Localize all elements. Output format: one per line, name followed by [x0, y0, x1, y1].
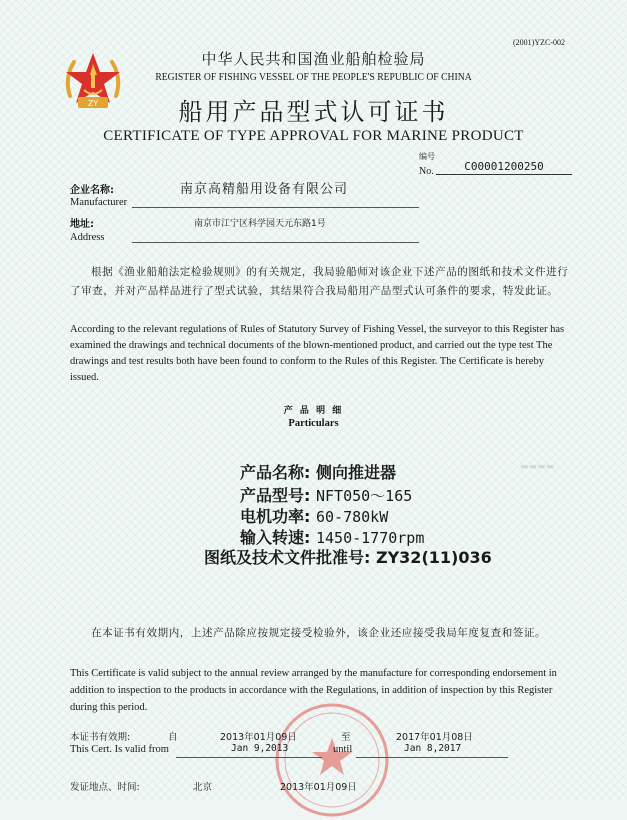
org-name-en: REGISTER OF FISHING VESSEL OF THE PEOPLE'S REPUBLIC OF CHINA: [155, 72, 472, 83]
motor-power-row: [240, 504, 388, 527]
validity-from-underline: [176, 757, 322, 758]
address-label-cn: 地址:: [70, 219, 94, 230]
validity-note-cn: 在本证书有效期内，上述产品除应按规定接受检验外，该企业还应接受我局年度复查和签证。: [91, 627, 547, 639]
validity-from-date-en: Jan 9,2013: [231, 743, 289, 754]
manufacturer-label-cn: 企业名称:: [70, 185, 114, 196]
statement-en: According to the relevant regulations of Rules of Statutory Survey of Fishing Vessel, the surveyor to this Register has examined the drawings and technical documents of the blown-mentioned product, and carried out the type test The drawings and test results both have been found to conform to the Rules of this Register. The Certificate is hereby issued.: [70, 324, 565, 383]
validity-from-cn: 自: [168, 732, 178, 743]
validity-until-label: until: [333, 744, 353, 755]
emblem-text: ZY: [87, 99, 99, 108]
validity-to-date-cn: 2017年01月08日: [396, 732, 473, 743]
address-underline: [132, 242, 419, 243]
certificate-title-en: CERTIFICATE OF TYPE APPROVAL FOR MARINE PRODUCT: [103, 128, 524, 144]
validity-label-en: This Cert. Is valid from: [70, 744, 169, 755]
address-label-en: Address: [70, 232, 105, 243]
issue-label-cn: 发证地点、时间:: [70, 782, 140, 793]
org-name-cn: 中华人民共和国渔业船舶检验局: [201, 50, 426, 68]
issue-date: 2013年01月09日: [280, 782, 357, 793]
manufacturer-underline: [132, 207, 419, 208]
address-value: 南京市江宁区科学园天元东路1号: [194, 219, 326, 229]
background-watermark: ▬▬▬▬: [520, 462, 555, 472]
official-seal-icon: [272, 700, 392, 820]
product-model-row: [240, 483, 412, 506]
product-model-label: 产品型号:: [240, 486, 311, 505]
issue-place: 北京: [193, 782, 213, 793]
product-name-row: [240, 460, 396, 483]
approval-number-label: 图纸及技术文件批准号:: [204, 548, 371, 567]
product-name-label: 产品名称:: [240, 463, 311, 482]
product-model-value: NFT050～165: [315, 487, 413, 505]
certificate-title-cn: 船用产品型式认可证书: [178, 98, 449, 126]
product-name-value: 侧向推进器: [315, 463, 396, 482]
manufacturer-value: 南京高精船用设备有限公司: [180, 182, 349, 197]
validity-note-en: This Certificate is valid subject to the annual review arranged by the manufacture for corresponding endorsement in addition to inspection to the products in accordance with the Regulations, in addition of inspection by this Register during this period.: [70, 668, 557, 713]
cert-no-value: C00001200250: [436, 160, 572, 175]
validity-to-underline: [356, 757, 508, 758]
approval-number-value: ZY32(11)036: [375, 548, 492, 567]
input-speed-label: 输入转速:: [240, 528, 311, 547]
cert-no-label-cn: 编号: [419, 152, 435, 161]
validity-to-cn: 至: [341, 732, 351, 743]
validity-from-date-cn: 2013年01月09日: [220, 732, 297, 743]
particulars-heading-cn: 产 品 明 细: [283, 406, 344, 416]
validity-to-date-en: Jan 8,2017: [404, 743, 462, 754]
cert-no-label-en: No.: [419, 166, 434, 177]
manufacturer-label-en: Manufacturer: [70, 197, 128, 208]
form-code: (2001)YZC-002: [513, 38, 565, 47]
approval-number-row: [204, 545, 492, 568]
validity-label-cn: 本证书有效期:: [70, 732, 131, 743]
motor-power-value: 60-780kW: [315, 508, 389, 526]
statement-cn: 根据《渔业船舶法定检验规则》的有关规定，我局验船师对该企业下述产品的图纸和技术文件进行了审查，并对产品样品进行了型式试验，其结果符合我局船用产品型式认可条件的要求，特发此证。: [70, 266, 569, 297]
input-speed-value: 1450-1770rpm: [315, 529, 425, 547]
particulars-heading-en: Particulars: [288, 418, 339, 429]
motor-power-label: 电机功率:: [240, 507, 311, 526]
